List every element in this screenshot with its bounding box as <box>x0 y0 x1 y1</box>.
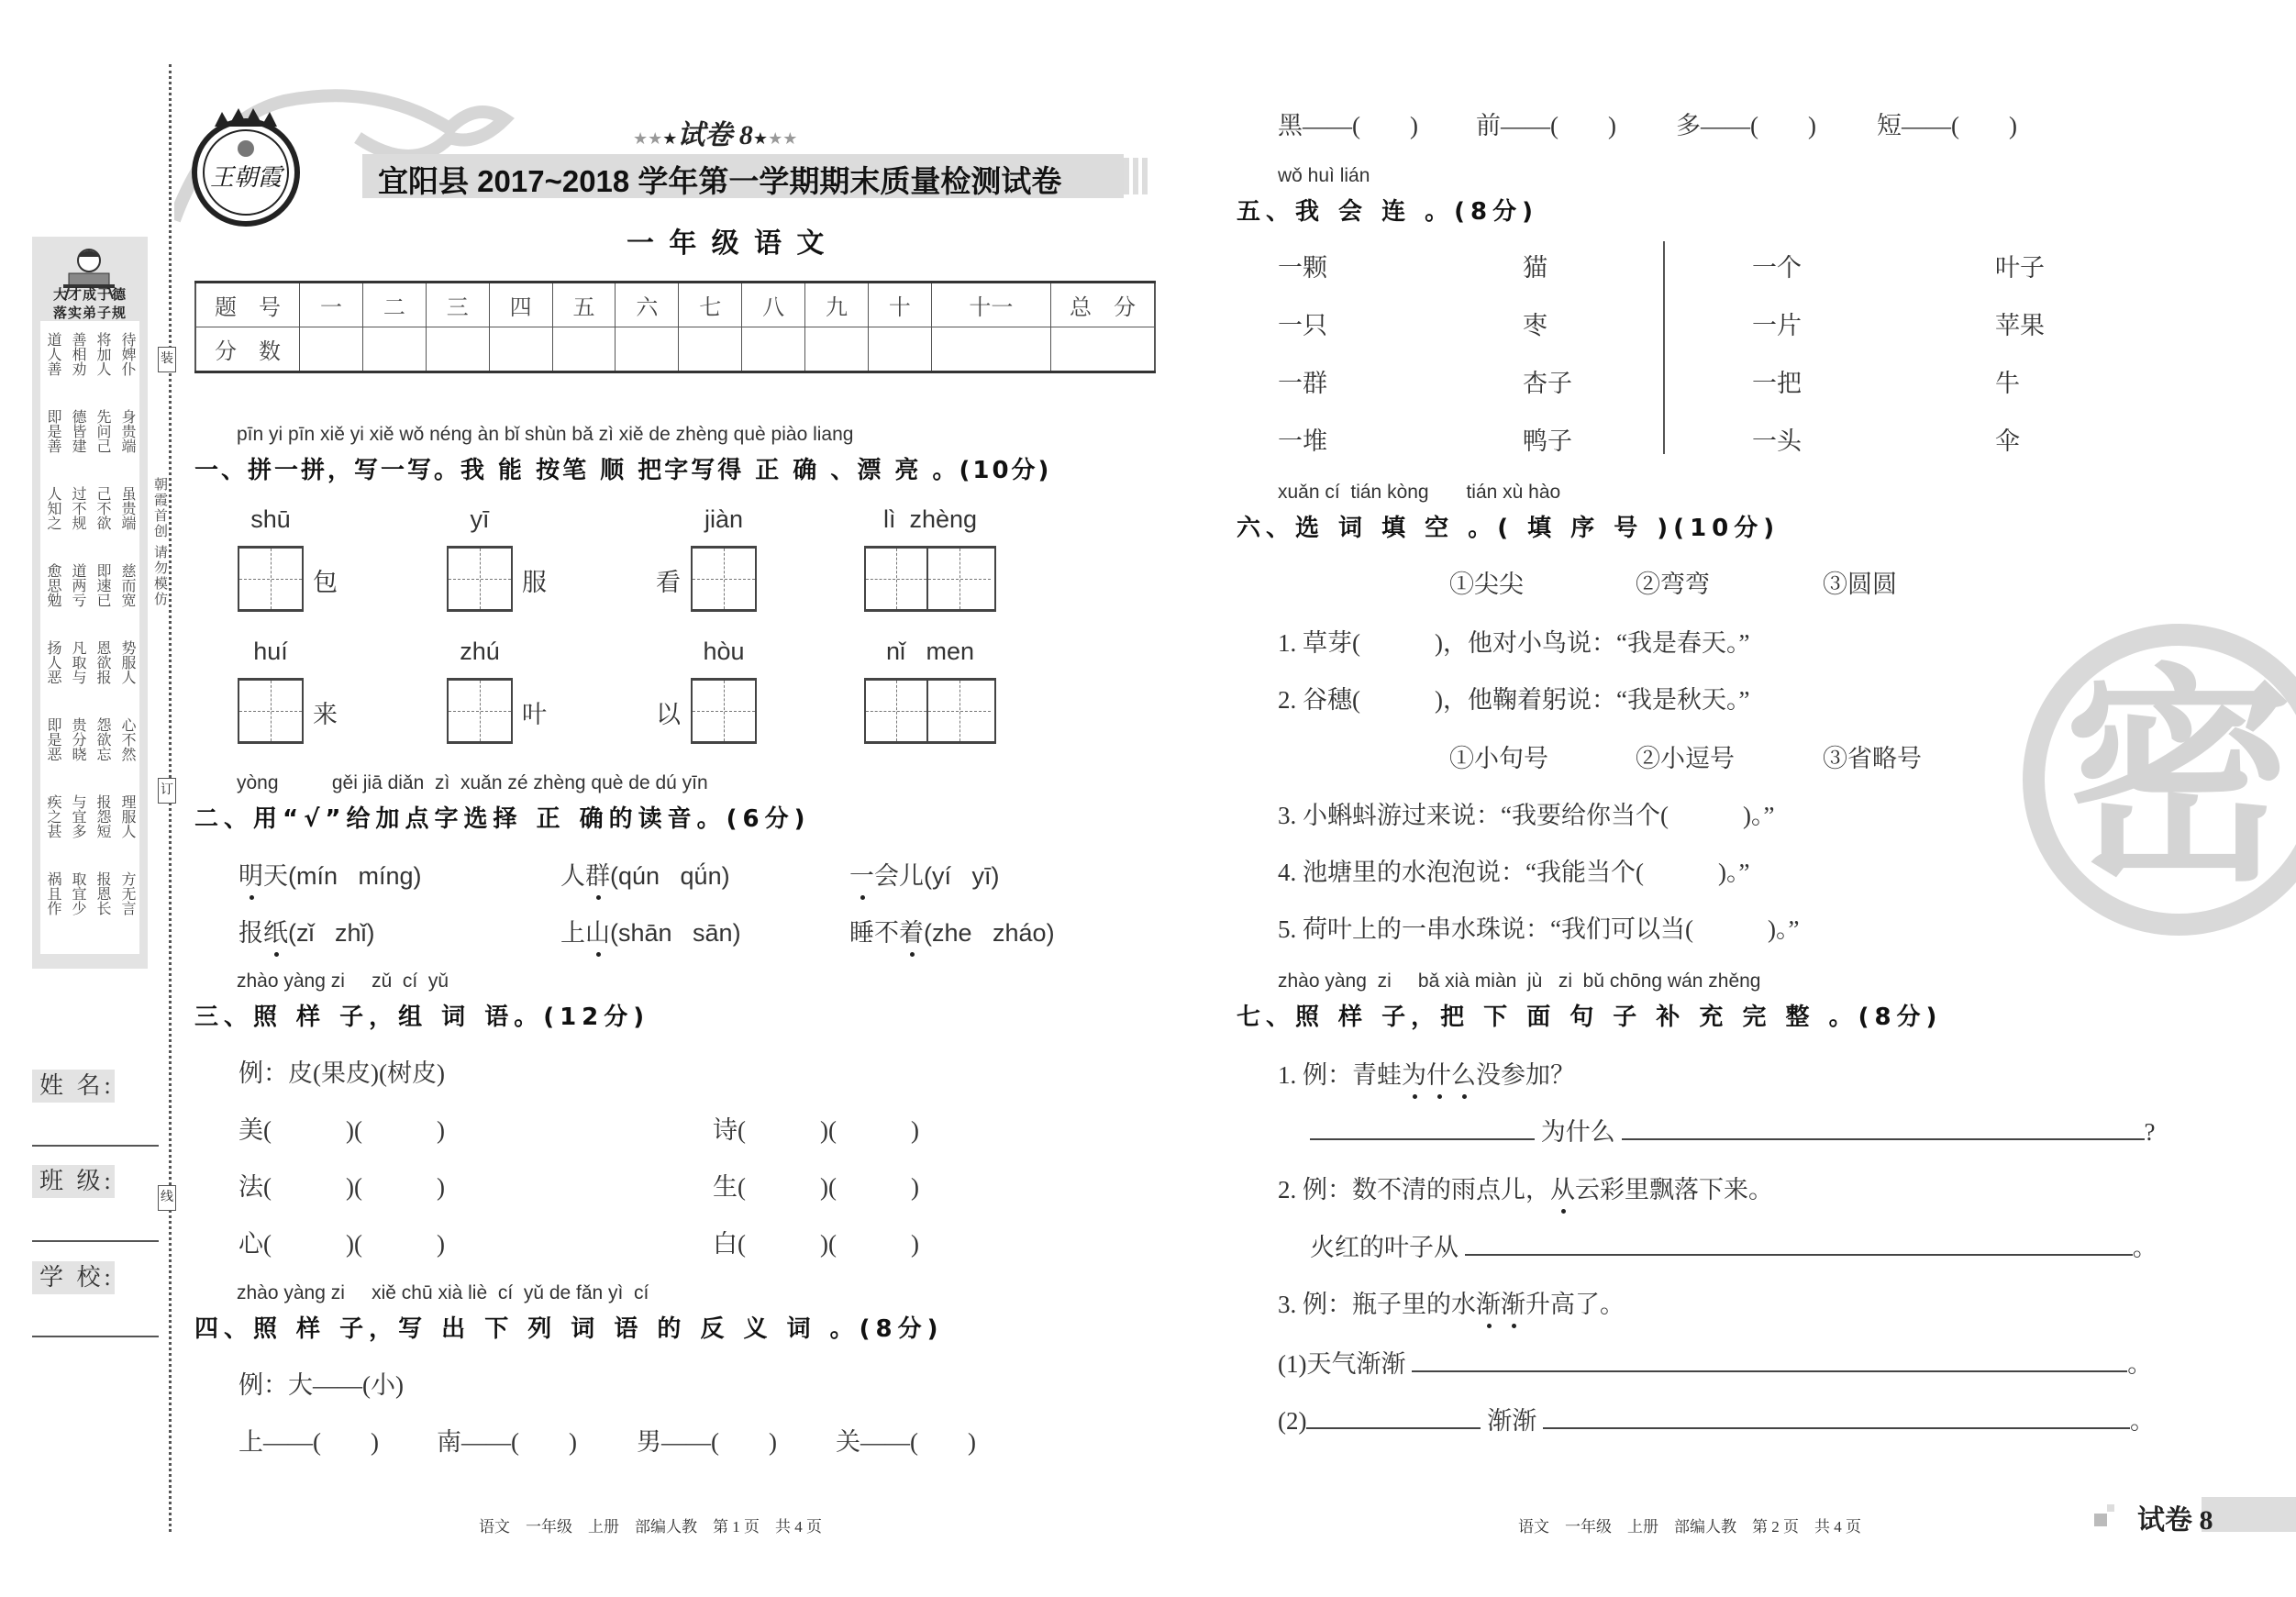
example-text: 2. 例：数不清的雨点儿， <box>1278 1176 1550 1203</box>
school-label: 学 校: <box>32 1261 115 1294</box>
pronunciation-item <box>849 856 1000 892</box>
example-text: 3. 例：瓶子里的水 <box>1278 1291 1476 1318</box>
verse-line: 即是善 <box>45 409 61 453</box>
writing-grid[interactable] <box>447 678 513 744</box>
grid-pinyin: hòu <box>703 638 745 665</box>
grid-cell[interactable] <box>239 549 302 609</box>
grid-char: 包 <box>313 569 338 596</box>
antonym-item[interactable]: 短——( ) <box>1877 112 2017 139</box>
emphasis-dot <box>250 895 254 900</box>
fill-blank-item[interactable]: 1. 草芽( )，他对小鸟说：“我是春天。” <box>1278 629 1750 657</box>
paper-number-badge <box>633 112 797 152</box>
word-option: ①小句号 <box>1449 745 1548 772</box>
section-3-pinyin: zhào yàng zi zǔ cí yǔ <box>237 970 449 992</box>
grid-char: 看 <box>656 569 681 596</box>
pronunciation-word: 一会儿 <box>849 856 924 892</box>
confidential-seal: 密 <box>2023 624 2296 936</box>
verse-line: 疾之甚 <box>45 794 61 838</box>
verse-group <box>40 794 139 838</box>
name-field[interactable] <box>32 1145 159 1147</box>
grid-pinyin: huí <box>253 638 288 665</box>
example-text: 1. 例：青蛙 <box>1278 1061 1402 1089</box>
writing-grid[interactable] <box>238 678 304 744</box>
writing-grid[interactable] <box>864 546 996 612</box>
class-field[interactable] <box>32 1240 159 1242</box>
word-group-item[interactable]: 生( )( ) <box>713 1173 919 1201</box>
matching-item[interactable]: 一只 <box>1278 312 1327 339</box>
verse-line: 愈思勉 <box>45 563 61 607</box>
section-7-q1-answer <box>1310 1112 2155 1148</box>
dotted-char: 渐 <box>1501 1284 1525 1320</box>
score-table-header-cell: 二 <box>362 283 426 327</box>
dotted-char: 渐 <box>1476 1284 1501 1320</box>
verse-line: 道两亏 <box>70 563 85 607</box>
verse-line: 与宜多 <box>70 794 85 838</box>
pronunciation-word: 上山 <box>560 913 610 948</box>
verse-group <box>40 486 139 530</box>
verse-line: 势服人 <box>119 640 135 684</box>
grid-char: 来 <box>313 701 338 728</box>
star-icons: ★★ <box>768 129 798 148</box>
verse-line: 报恩长 <box>94 871 110 915</box>
pronunciation-item <box>238 856 422 892</box>
brand-logo-text: 王朝霞 <box>209 164 283 192</box>
emphasis-dot <box>596 895 601 900</box>
writing-grid[interactable] <box>447 546 513 612</box>
antonym-item[interactable]: 多——( ) <box>1676 112 1816 139</box>
banner-pattern <box>1124 158 1151 194</box>
score-cell[interactable] <box>426 327 489 372</box>
matching-item[interactable]: 一颗 <box>1278 254 1327 282</box>
score-cell[interactable] <box>300 327 363 372</box>
section-2-heading: 二、用“√”给加点字选择 正 确的读音。(6分) <box>194 805 811 833</box>
grid-pinyin: zhú <box>460 638 500 665</box>
verse-group <box>40 871 139 915</box>
score-cell[interactable] <box>742 327 805 372</box>
exam-title: 宜阳县 2017~2018 学年第一学期期末质量检测试卷 <box>378 164 1062 198</box>
matching-item[interactable]: 叶子 <box>1995 254 2045 282</box>
fill-blank-item[interactable]: 3. 小蝌蚪游过来说：“我要给你当个( )。” <box>1278 802 1775 829</box>
section-7-q3-part2 <box>1278 1401 2155 1436</box>
verse-group <box>40 640 139 684</box>
pronunciation-word: 睡不着 <box>849 913 924 948</box>
score-cell[interactable] <box>616 327 679 372</box>
grid-char: 以 <box>656 701 681 728</box>
verse-line: 即速已 <box>94 563 110 607</box>
score-cell[interactable] <box>1051 327 1156 372</box>
school-field[interactable] <box>32 1336 159 1337</box>
word-group-item[interactable]: 美( )( ) <box>238 1116 445 1144</box>
section-7-q2-example <box>1278 1170 1773 1205</box>
matching-item[interactable]: 苹果 <box>1995 312 2045 339</box>
footer-left: 语文 一年级 上册 部编人教 第 1 页 共 4 页 <box>479 1518 822 1536</box>
verse-line: 怨欲忘 <box>94 717 110 761</box>
grid-cell[interactable] <box>693 681 755 741</box>
emphasis-dot <box>596 952 601 957</box>
section-4-example: 例：大——(小) <box>238 1371 404 1399</box>
footer-paper-badge: 试卷 8 <box>2137 1505 2213 1536</box>
score-table-header-cell: 十一 <box>931 283 1050 327</box>
matching-item[interactable]: 一头 <box>1752 427 1802 455</box>
verse-line: 扬人恶 <box>45 640 61 684</box>
example-text: 升高了。 <box>1525 1291 1625 1318</box>
dotted-text <box>1476 1291 1525 1318</box>
writing-grid[interactable] <box>864 678 996 744</box>
section-5-divider <box>1663 241 1665 454</box>
copyright-note: 朝霞首创 请勿模仿 <box>152 477 167 607</box>
answer-fixed-text: 火红的叶子从 <box>1310 1234 1459 1261</box>
word-option: ③圆圆 <box>1823 571 1897 598</box>
emphasis-dot <box>860 895 865 900</box>
answer-blank[interactable] <box>1306 1407 1481 1429</box>
verse-line: 道人善 <box>45 332 61 376</box>
answer-end-mark: 。 <box>2127 1350 2153 1378</box>
score-table-header-cell: 五 <box>552 283 616 327</box>
answer-blank[interactable] <box>1412 1350 2127 1372</box>
star-icon: ★ <box>752 129 769 148</box>
matching-item[interactable]: 牛 <box>1995 370 2020 397</box>
verse-line: 善相劝 <box>70 332 85 376</box>
score-cell[interactable] <box>679 327 742 372</box>
section-7-q2-answer <box>1310 1227 2157 1263</box>
fill-blank-item[interactable]: 2. 谷穗( )，他鞠着躬说：“我是秋天。” <box>1278 686 1750 714</box>
score-table-row-label: 分 数 <box>195 327 300 372</box>
score-table-header-cell: 六 <box>616 283 679 327</box>
dotted-char: 为 <box>1402 1055 1426 1091</box>
pronunciation-item <box>560 913 741 948</box>
score-table-header-cell: 一 <box>300 283 363 327</box>
word-option: ③省略号 <box>1823 745 1922 772</box>
answer-end-mark: 。 <box>2132 1234 2157 1261</box>
verse-group <box>40 332 139 376</box>
verse-line: 身贵端 <box>119 409 135 453</box>
pronunciation-item <box>849 913 1055 948</box>
score-table-score-row <box>195 327 1155 372</box>
section-7-q3-part1 <box>1278 1344 2152 1380</box>
section-6-pinyin: xuǎn cí tián kòng tián xù hào <box>1278 482 1561 503</box>
grid-cell[interactable] <box>928 549 991 609</box>
binding-mark: 装 <box>158 347 176 372</box>
section-4-heading: 四、照 样 子，写 出 下 列 词 语 的 反 义 词 。(8分) <box>194 1315 944 1343</box>
matching-item[interactable]: 猫 <box>1523 254 1547 282</box>
matching-item[interactable]: 鸭子 <box>1523 427 1572 455</box>
verse-line: 凡取与 <box>70 640 85 684</box>
verse-line: 理服人 <box>119 794 135 838</box>
grid-pinyin: yī <box>470 505 490 533</box>
antonym-item[interactable]: 男——( ) <box>637 1428 777 1456</box>
answer-end-mark: 。 <box>2129 1407 2155 1435</box>
badge-decoration <box>2094 1514 2107 1526</box>
class-label: 班 级: <box>32 1165 115 1198</box>
score-table-header-row <box>195 283 1155 327</box>
pinyin-options[interactable]: (mín míng) <box>288 862 422 890</box>
verse-line: 己不欲 <box>94 486 110 530</box>
score-cell[interactable] <box>552 327 616 372</box>
binding-mark: 线 <box>158 1185 176 1211</box>
verse-line: 先问己 <box>94 409 110 453</box>
word-option: ①尖尖 <box>1449 571 1524 598</box>
emphasis-dot <box>274 952 279 957</box>
matching-item[interactable]: 一个 <box>1752 254 1802 282</box>
fill-blank-item[interactable]: 4. 池塘里的水泡泡说：“我能当个( )。” <box>1278 859 1750 886</box>
section-1-pinyin: pīn yi pīn xiě yi xiě wǒ néng àn bǐ shùn bǎ zì xiě de zhèng què piào liang <box>237 424 854 445</box>
pinyin-options[interactable]: (yí yī) <box>924 862 1000 890</box>
score-table-header-cell: 总 分 <box>1051 283 1156 327</box>
answer-fixed-text: (1)天气渐渐 <box>1278 1350 1406 1378</box>
matching-item[interactable]: 杏子 <box>1523 370 1572 397</box>
word-group-item[interactable]: 诗( )( ) <box>713 1116 919 1144</box>
emphasis-dot <box>910 952 915 957</box>
dotted-text <box>1402 1061 1476 1089</box>
answer-blank[interactable] <box>1465 1234 2133 1256</box>
verse-line: 将加人 <box>94 332 110 376</box>
score-table-header-cell: 七 <box>679 283 742 327</box>
name-label: 姓 名: <box>32 1070 115 1103</box>
score-table-header-cell: 四 <box>489 283 552 327</box>
star-icon: ★ <box>662 129 678 148</box>
score-table-header-cell: 九 <box>805 283 869 327</box>
verse-line: 贵分晓 <box>70 717 85 761</box>
score-table-header-cell: 三 <box>426 283 489 327</box>
section-1-heading: 一、拼一拼，写一写。我 能 按笔 顺 把字写得 正 确 、漂 亮 。(10分) <box>194 457 1052 484</box>
score-cell[interactable] <box>362 327 426 372</box>
antonym-item[interactable]: 黑——( ) <box>1278 112 1418 139</box>
grid-cell[interactable] <box>693 549 755 609</box>
verse-line: 待婢仆 <box>119 332 135 376</box>
dotted-text <box>1550 1176 1575 1203</box>
badge-bar <box>2202 1497 2296 1532</box>
verse-line: 方无言 <box>119 871 135 915</box>
antonym-item[interactable]: 上——( ) <box>238 1428 379 1456</box>
grid-cell[interactable] <box>449 681 511 741</box>
answer-blank[interactable] <box>1543 1407 2130 1429</box>
verse-line: 祸且作 <box>45 871 61 915</box>
pronunciation-word: 明天 <box>238 856 288 892</box>
grid-char: 叶 <box>522 701 547 728</box>
score-cell[interactable] <box>931 327 1050 372</box>
section-5-pinyin: wǒ huì lián <box>1278 165 1370 186</box>
section-7-heading: 七、照 样 子，把 下 面 句 子 补 充 完 整 。(8分) <box>1237 1004 1943 1031</box>
word-option: ②弯弯 <box>1636 571 1710 598</box>
grid-pinyin: lì zhèng <box>882 505 978 533</box>
verse-line: 恩欲报 <box>94 640 110 684</box>
grid-pinyin: shū <box>250 505 291 533</box>
footer-right: 语文 一年级 上册 部编人教 第 2 页 共 4 页 <box>1518 1518 1861 1536</box>
star-icons: ★★ <box>633 129 663 148</box>
pinyin-options[interactable]: (qún qǘn) <box>610 862 730 890</box>
verse-group <box>40 409 139 453</box>
grid-cell[interactable] <box>928 681 991 741</box>
sidebar-motto-panel <box>32 237 148 969</box>
verse-group <box>40 717 139 761</box>
answer-blank[interactable] <box>1622 1118 2145 1140</box>
section-2-pinyin: yòng gěi jiā diǎn zì xuǎn zé zhèng què de dú yīn <box>237 772 708 793</box>
section-3-heading: 三、照 样 子，组 词 语。(12分) <box>194 1004 650 1031</box>
score-cell[interactable] <box>868 327 931 372</box>
grid-char: 服 <box>522 569 547 596</box>
answer-end-mark: ? <box>2144 1118 2156 1146</box>
binding-mark: 订 <box>158 778 176 804</box>
matching-item[interactable]: 枣 <box>1523 312 1547 339</box>
dotted-char: 么 <box>1451 1055 1476 1091</box>
dotted-char: 什 <box>1426 1055 1451 1091</box>
matching-item[interactable]: 伞 <box>1995 427 2020 455</box>
word-group-item[interactable]: 白( )( ) <box>713 1230 919 1258</box>
answer-fixed-text: 渐渐 <box>1487 1407 1537 1435</box>
motto-line: 大才成于德 <box>52 286 127 303</box>
score-table-header-cell: 八 <box>742 283 805 327</box>
section-5-heading: 五、我 会 连 。(8分) <box>1237 198 1539 226</box>
exam-subtitle: 一 年 级 语 文 <box>627 228 828 259</box>
dotted-char: 从 <box>1550 1170 1575 1205</box>
grid-cell[interactable] <box>239 681 302 741</box>
antonym-item[interactable]: 关——( ) <box>836 1428 976 1456</box>
section-7-pinyin: zhào yàng zi bǎ xià miàn jù zi bǔ chōng wán zhěng <box>1278 970 1761 992</box>
verse-line: 过不规 <box>70 486 85 530</box>
pronunciation-word: 报纸 <box>238 913 288 948</box>
verse-line: 报怨短 <box>94 794 110 838</box>
antonym-item[interactable]: 前——( ) <box>1476 112 1616 139</box>
grid-cell[interactable] <box>866 549 928 609</box>
matching-item[interactable]: 一把 <box>1752 370 1802 397</box>
pinyin-options[interactable]: (zhe zháo) <box>924 919 1055 947</box>
grid-pinyin: nǐ men <box>885 638 975 665</box>
antonym-item[interactable]: 南——( ) <box>437 1428 577 1456</box>
answer-fixed-text: (2) <box>1278 1407 1307 1435</box>
matching-item[interactable]: 一片 <box>1752 312 1802 339</box>
grid-cell[interactable] <box>866 681 928 741</box>
verse-line: 取宜少 <box>70 871 85 915</box>
score-table <box>194 281 1156 373</box>
score-cell[interactable] <box>489 327 552 372</box>
pinyin-options[interactable]: (shān sān) <box>610 919 741 947</box>
verse-line: 虽贵端 <box>119 486 135 530</box>
verse-line: 德皆建 <box>70 409 85 453</box>
paper-number: 试卷 8 <box>677 120 753 150</box>
word-group-item[interactable]: 法( )( ) <box>238 1173 445 1201</box>
verse-line: 心不然 <box>119 717 135 761</box>
answer-blank[interactable] <box>1310 1118 1535 1140</box>
matching-item[interactable]: 一堆 <box>1278 427 1327 455</box>
answer-fixed-text: 为什么 <box>1540 1118 1615 1146</box>
section-4-pinyin: zhào yàng zi xiě chū xià liè cí yǔ de fǎn yì cí <box>237 1282 649 1303</box>
verse-line: 慈而宽 <box>119 563 135 607</box>
writing-grid[interactable] <box>238 546 304 612</box>
dizigui-verses <box>40 321 139 954</box>
motto-line: 落实弟子规 <box>52 305 127 321</box>
fill-blank-item[interactable]: 5. 荷叶上的一串水珠说：“我们可以当( )。” <box>1278 915 1800 943</box>
section-7-q3-example <box>1278 1284 1625 1320</box>
pronunciation-item <box>560 856 730 892</box>
pronunciation-item <box>238 913 375 948</box>
badge-decoration <box>2107 1504 2114 1512</box>
section-3-example: 例：皮(果皮)(树皮) <box>238 1059 445 1087</box>
pronunciation-word: 人群 <box>560 856 610 892</box>
writing-grid[interactable] <box>691 678 757 744</box>
word-group-item[interactable]: 心( )( ) <box>238 1230 445 1258</box>
grid-cell[interactable] <box>449 549 511 609</box>
section-6-heading: 六、选 词 填 空 。( 填 序 号 )(10分) <box>1237 515 1780 542</box>
pinyin-options[interactable]: (zǐ zhǐ) <box>288 919 375 947</box>
score-cell[interactable] <box>805 327 869 372</box>
verse-line: 人知之 <box>45 486 61 530</box>
example-text: 云彩里飘落下来。 <box>1575 1176 1773 1203</box>
matching-item[interactable]: 一群 <box>1278 370 1327 397</box>
example-text: 没参加？ <box>1476 1061 1575 1089</box>
verse-line: 即是恶 <box>45 717 61 761</box>
writing-grid[interactable] <box>691 546 757 612</box>
verse-group <box>40 563 139 607</box>
section-7-q1-example <box>1278 1055 1575 1091</box>
score-table-header-cell: 题 号 <box>195 283 300 327</box>
word-option: ②小逗号 <box>1636 745 1735 772</box>
score-table-header-cell: 十 <box>868 283 931 327</box>
grid-pinyin: jiàn <box>704 505 744 533</box>
